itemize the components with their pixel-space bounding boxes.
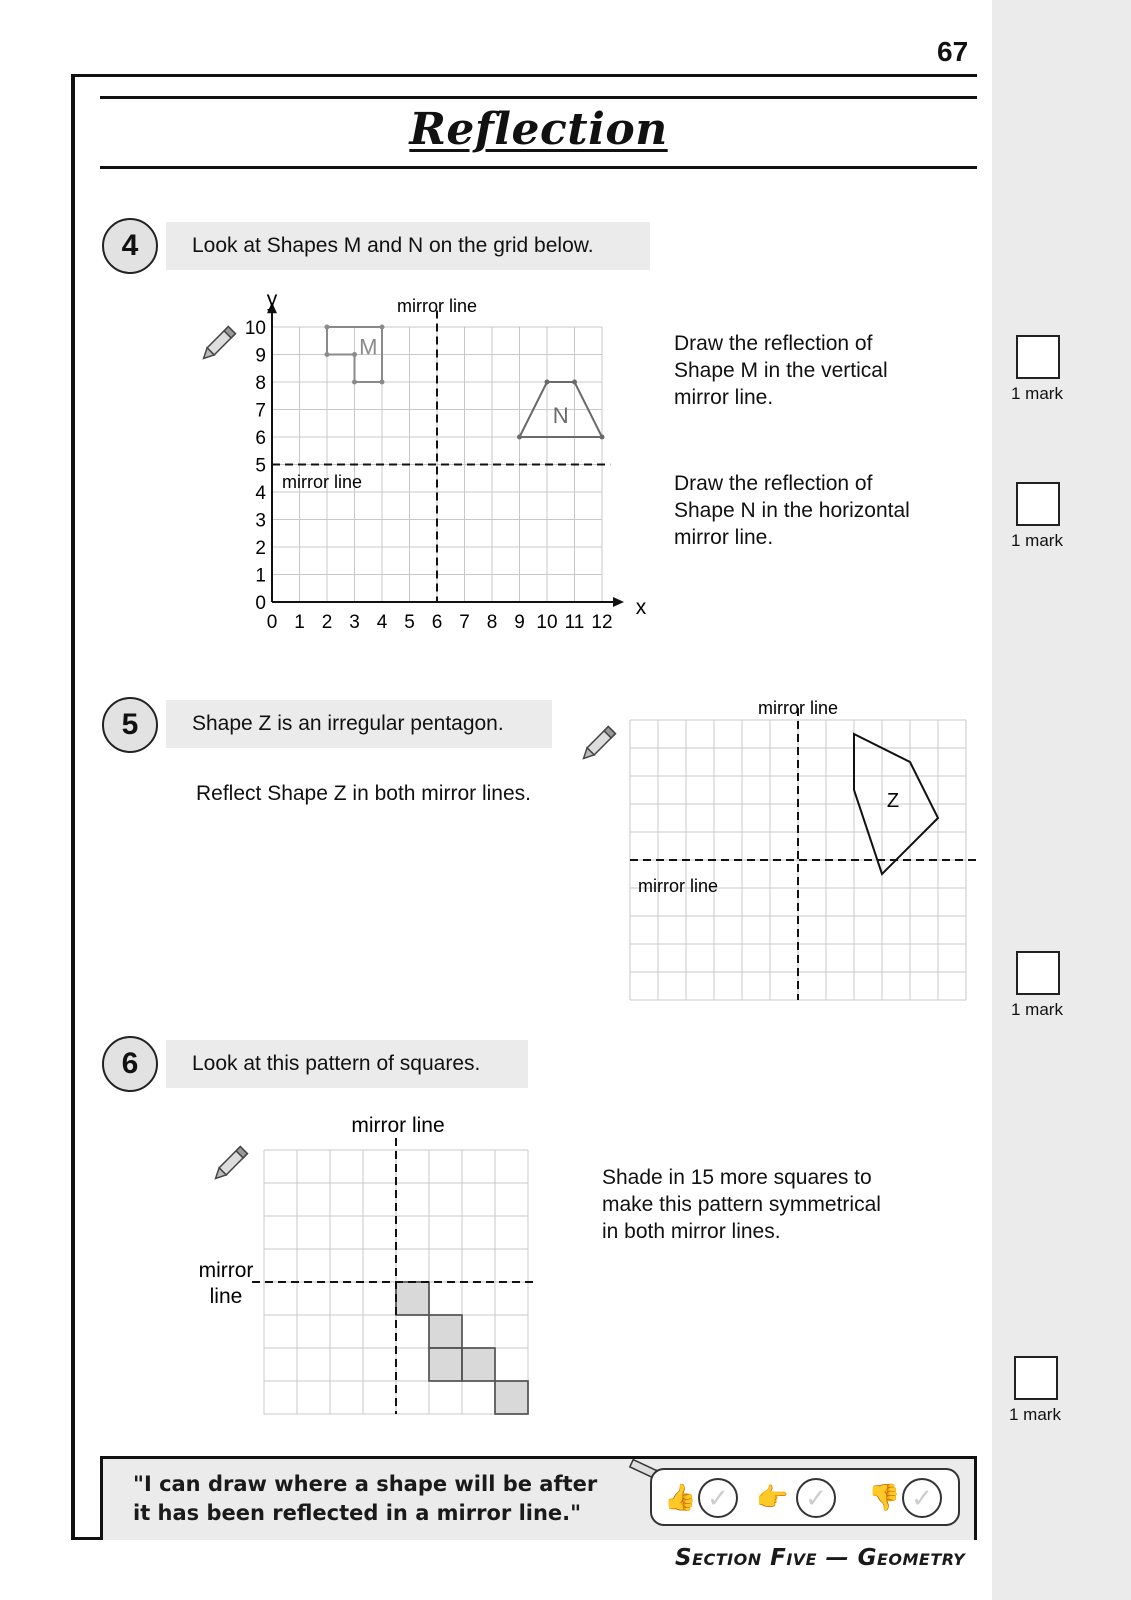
check-icon: ✓ (805, 1482, 827, 1513)
question-6-prompt: Look at this pattern of squares. (166, 1040, 528, 1088)
instruction-line: Shape N in the horizontal (674, 499, 910, 522)
x-tick-label: 4 (376, 612, 388, 633)
title-rule-top (100, 96, 977, 99)
shape-m-vertex (352, 352, 357, 357)
horizontal-mirror-label: mirror line (638, 876, 719, 896)
thumbs-down-icon: 👎 (868, 1482, 901, 1512)
y-tick-label: 0 (255, 593, 266, 614)
mark-label: 1 mark (1011, 531, 1063, 550)
quote-line: "I can draw where a shape will be after (133, 1472, 598, 1496)
section-footer: Section Five — Geometry (675, 1545, 966, 1571)
shape-n-vertex (545, 380, 550, 385)
question-4-instruction-n (674, 470, 910, 551)
x-tick-label: 5 (404, 612, 415, 633)
shape-n-vertex (600, 435, 605, 440)
instruction-line: Shade in 15 more squares to (602, 1166, 872, 1189)
shape-z-label: Z (886, 790, 900, 812)
y-tick-label: 9 (255, 345, 266, 367)
mark-box-q4-m[interactable] (1016, 335, 1060, 379)
horizontal-mirror-label: mirror line (282, 472, 363, 492)
mark-label: 1 mark (1009, 1405, 1061, 1424)
thumbs-sideways-icon: 👉 (756, 1482, 789, 1512)
pencil-icon (574, 722, 620, 768)
mark-box-q6[interactable] (1014, 1356, 1058, 1400)
shaded-square (429, 1348, 462, 1381)
vertical-mirror-label: mirror line (351, 1114, 445, 1137)
x-tick-label: 0 (266, 612, 278, 633)
question-5-number: 5 (102, 697, 158, 753)
mark-box-q4-n[interactable] (1016, 482, 1060, 526)
shape-n-vertex (572, 380, 577, 385)
quote-line: it has been reflected in a mirror line." (133, 1501, 582, 1525)
unsure-check-circle[interactable] (902, 1478, 942, 1518)
x-axis-arrow (613, 597, 624, 607)
x-tick-label: 11 (564, 612, 585, 633)
confident-check-circle[interactable] (698, 1478, 738, 1518)
shape-m-label: M (359, 334, 378, 360)
shape-m-vertex (380, 325, 385, 330)
instruction-line: in both mirror lines. (602, 1220, 781, 1243)
question-4-number: 4 (102, 218, 158, 274)
shape-m-vertex (380, 380, 385, 385)
horizontal-mirror-label-line2: line (209, 1285, 243, 1308)
instruction-line: Draw the reflection of (674, 472, 873, 495)
question-4-instruction-m (674, 330, 888, 411)
coordinate-grid-q4[interactable] (240, 290, 650, 650)
check-icon: ✓ (707, 1482, 729, 1513)
instruction-line: mirror line. (674, 526, 774, 549)
title-rule-bottom (100, 166, 977, 169)
check-icon: ✓ (911, 1482, 933, 1513)
y-tick-label: 4 (255, 483, 266, 504)
page-title: Reflection (409, 104, 668, 155)
shaded-square (396, 1282, 429, 1315)
pencil-icon (194, 322, 240, 368)
instruction-line: Shape M in the vertical (674, 359, 888, 382)
question-6-number: 6 (102, 1036, 158, 1092)
question-5-instruction: Reflect Shape Z in both mirror lines. (196, 782, 531, 805)
y-tick-label: 7 (255, 400, 266, 422)
y-axis-label: y (266, 290, 278, 311)
reflection-grid-q5[interactable] (620, 692, 980, 1022)
pattern-grid-q6[interactable] (190, 1106, 540, 1426)
vertical-mirror-label: mirror line (757, 698, 839, 718)
x-tick-label: 12 (591, 612, 613, 633)
x-tick-label: 8 (486, 612, 498, 633)
x-tick-label: 2 (321, 612, 333, 633)
shape-m-vertex (352, 380, 357, 385)
mark-label: 1 mark (1011, 1000, 1063, 1019)
learning-objective-quote (133, 1470, 597, 1528)
x-tick-label: 3 (349, 612, 360, 633)
page-number: 67 (937, 36, 969, 67)
x-tick-label: 9 (514, 612, 525, 633)
mark-label: 1 mark (1011, 384, 1063, 403)
x-tick-label: 7 (459, 612, 470, 633)
margin-sidebar (992, 0, 1131, 1600)
x-axis-label: x (635, 596, 647, 619)
x-tick-label: 6 (431, 612, 443, 633)
instruction-line: Draw the reflection of (674, 332, 873, 355)
x-tick-label: 1 (294, 612, 305, 633)
horizontal-mirror-label-line1: mirror (198, 1259, 254, 1282)
mark-box-q5[interactable] (1016, 951, 1060, 995)
y-tick-label: 5 (255, 455, 266, 477)
thumbs-up-icon: 👍 (664, 1482, 697, 1512)
y-tick-label: 3 (255, 510, 266, 532)
shaded-square (495, 1381, 528, 1414)
instruction-line: mirror line. (674, 386, 774, 409)
partial-check-circle[interactable] (796, 1478, 836, 1518)
shape-m-vertex (325, 352, 330, 357)
y-tick-label: 1 (255, 565, 266, 587)
shaded-square (462, 1348, 495, 1381)
y-tick-label: 6 (255, 428, 266, 449)
question-5-prompt: Shape Z is an irregular pentagon. (166, 700, 552, 748)
y-tick-label: 8 (255, 373, 266, 394)
y-tick-label: 10 (244, 318, 266, 339)
question-4-prompt: Look at Shapes M and N on the grid below. (166, 222, 650, 270)
self-assessment-panel (650, 1468, 960, 1526)
question-6-instruction (602, 1164, 881, 1245)
vertical-mirror-label: mirror line (396, 296, 478, 316)
x-tick-label: 10 (536, 612, 558, 633)
shape-m-vertex (325, 325, 330, 330)
instruction-line: make this pattern symmetrical (602, 1193, 881, 1216)
shape-n-vertex (517, 435, 522, 440)
shaded-square (429, 1315, 462, 1348)
y-tick-label: 2 (255, 538, 266, 559)
shape-n-label: N (552, 403, 569, 428)
